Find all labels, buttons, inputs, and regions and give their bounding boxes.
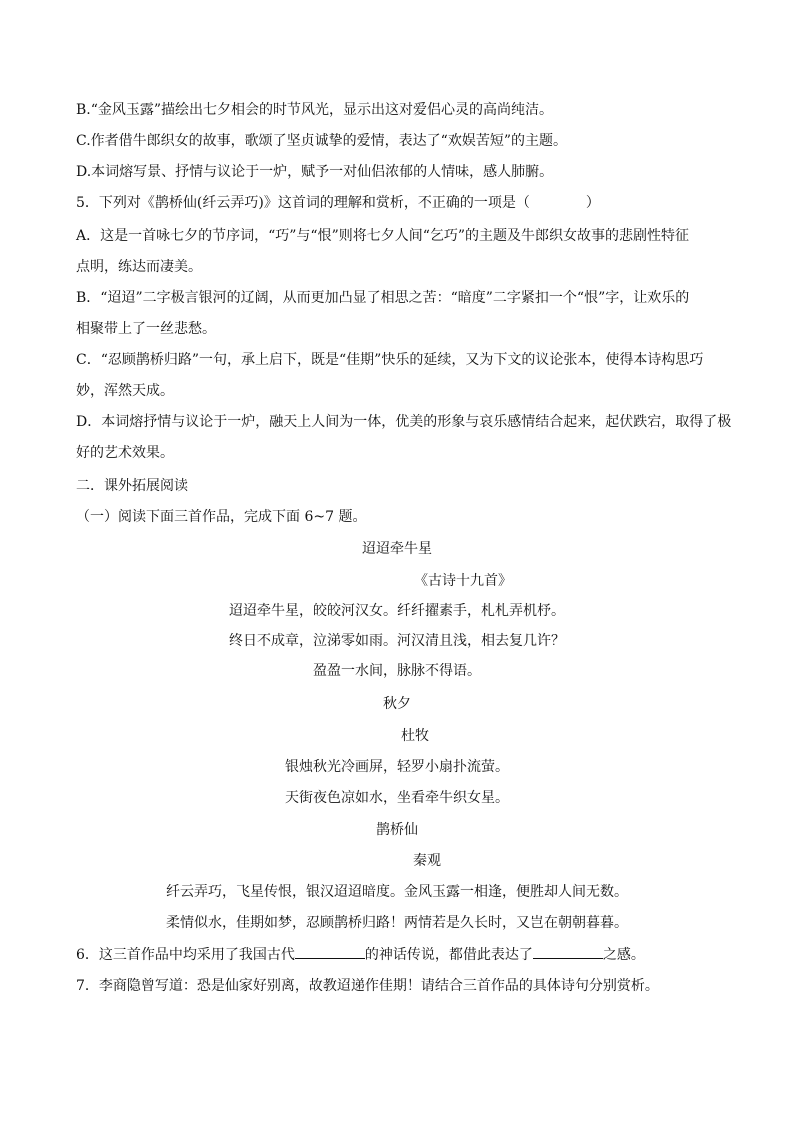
poem-1-line-1: 迢迢牵牛星，皎皎河汉女。纤纤擢素手，札札弄机杼。 xyxy=(229,603,565,619)
fill-blank-1 xyxy=(295,946,365,959)
option-b-q4: B.“金风玉露”描绘出七夕相会的时节风光，显示出这对爱侣心灵的高尚纯洁。 xyxy=(76,102,554,118)
poem-3-line-2: 柔情似水，佳期如梦，忍顾鹊桥归路！两情若是久长时，又岂在朝朝暮暮。 xyxy=(166,915,628,931)
option-d-q5-line2: 好的艺术效果。 xyxy=(76,445,174,461)
section-heading: 二．课外拓展阅读 xyxy=(76,478,188,494)
poem-2-line-2: 天街夜色凉如水，坐看牵牛织女星。 xyxy=(285,790,509,806)
poem-1-title: 迢迢牵牛星 xyxy=(362,541,432,557)
question-6-part-3: 之感。 xyxy=(602,947,645,963)
poem-3-title: 鹊桥仙 xyxy=(376,822,418,838)
question-7: 7．李商隐曾写道：恐是仙家好别离，故教迢递作佳期！请结合三首作品的具体诗句分别赏析。 xyxy=(76,978,659,994)
option-a-q5-line2: 点明，练达而凄美。 xyxy=(76,259,202,275)
section-subheading: （一）阅读下面三首作品，完成下面 6~7 题。 xyxy=(76,509,367,525)
option-b-q5-line1: B．“迢迢”二字极言银河的辽阔，从而更加凸显了相思之苦：“暗度”二字紧扣一个“恨”字，让欢乐的 xyxy=(76,290,690,306)
poem-2-title: 秋夕 xyxy=(383,696,411,712)
poem-2-line-1: 银烛秋光冷画屏，轻罗小扇扑流萤。 xyxy=(285,759,509,775)
question-6 xyxy=(76,946,728,964)
question-5-close: ） xyxy=(585,195,600,211)
poem-3-author: 秦观 xyxy=(413,853,441,869)
question-6-part-1: 6．这三首作品中均采用了我国古代 xyxy=(76,947,295,963)
poem-3-line-1: 纤云弄巧，飞星传恨，银汉迢迢暗度。金风玉露一相逢，便胜却人间无数。 xyxy=(166,884,628,900)
option-d-q5-line1: D．本词熔抒情与议论于一炉，融天上人间为一体，优美的形象与哀乐感情结合起来，起伏跌宕，取得了极 xyxy=(76,414,732,430)
option-d-q4: D.本词熔写景、抒情与议论于一炉，赋予一对仙侣浓郁的人情味，感人肺腑。 xyxy=(76,164,554,180)
poem-1-line-3: 盈盈一水间，脉脉不得语。 xyxy=(313,663,481,679)
option-c-q5-line1: C．“忍顾鹊桥归路”一句，承上启下，既是“佳期”快乐的延续，又为下文的议论张本，使得本诗构思巧 xyxy=(76,352,704,368)
poem-1-line-2: 终日不成章，泣涕零如雨。河汉清且浅，相去复几许？ xyxy=(229,633,565,649)
option-a-q5-line1: A．这是一首咏七夕的节序词，“巧”与“恨”则将七夕人间“乞巧”的主题及牛郎织女故事的悲剧性特征 xyxy=(76,228,690,244)
poem-1-source: 《古诗十九首》 xyxy=(414,573,512,589)
question-6-part-2: 的神话传说，都借此表达了 xyxy=(364,947,533,963)
option-c-q5-line2: 妙，浑然天成。 xyxy=(76,383,174,399)
option-c-q4: C.作者借牛郎织女的故事，歌颂了坚贞诚挚的爱情，表达了“欢娱苦短”的主题。 xyxy=(76,133,567,149)
question-5-text: 5．下列对《鹊桥仙(纤云弄巧)》这首词的理解和赏析，不正确的一项是（ xyxy=(76,195,530,211)
fill-blank-2 xyxy=(533,946,603,959)
poem-2-author: 杜牧 xyxy=(401,728,429,744)
option-b-q5-line2: 相聚带上了一丝悲愁。 xyxy=(76,321,216,337)
question-5 xyxy=(76,194,728,212)
